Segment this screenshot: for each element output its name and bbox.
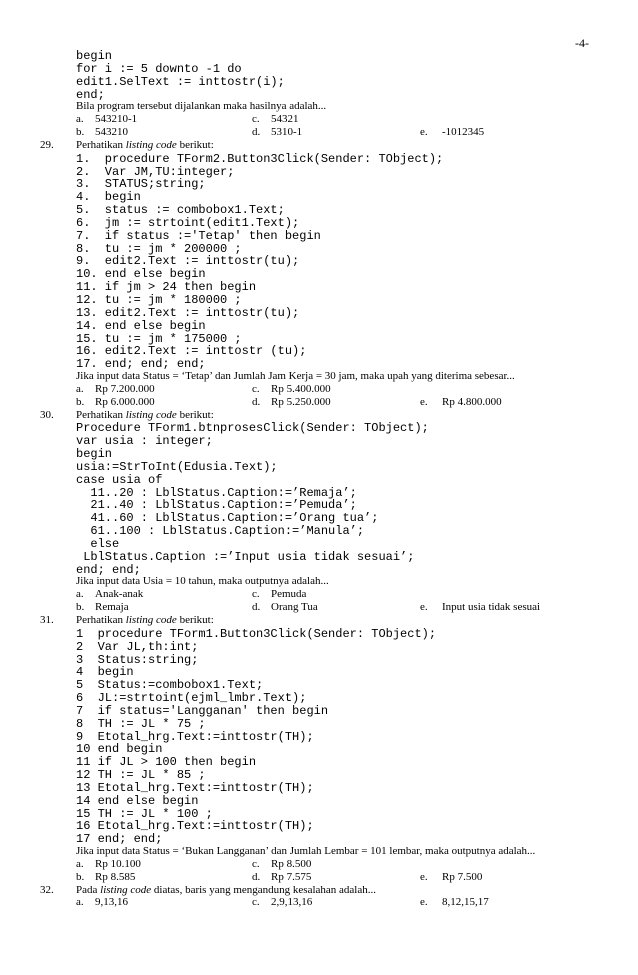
option-letter: c.	[252, 857, 260, 870]
question-header	[0, 884, 638, 897]
option-value: Rp 8.500	[271, 857, 312, 870]
code-line	[0, 678, 638, 691]
code-line	[0, 742, 638, 755]
option-letter: d.	[252, 126, 261, 138]
option-letter: a.	[76, 857, 84, 870]
code-text: end;	[76, 87, 105, 102]
code-line	[0, 280, 638, 293]
code-text: 16. edit2.Text := inttostr (tu);	[76, 344, 307, 359]
code-text: 11. if jm > 24 then begin	[76, 280, 257, 295]
code-line	[0, 62, 638, 75]
answer-options-row	[0, 113, 638, 126]
code-line	[0, 165, 638, 178]
code-line	[0, 357, 638, 370]
code-line	[0, 49, 638, 62]
option-value: 543210	[95, 126, 128, 138]
code-line	[0, 306, 638, 319]
option-value: Rp 4.800.000	[442, 395, 502, 408]
question-prompt	[0, 575, 638, 588]
option-value: Orang Tua	[271, 601, 318, 614]
option-value: Rp 5.250.000	[271, 395, 331, 408]
code-line	[0, 267, 638, 280]
option-value: Pemuda	[271, 588, 307, 601]
option-letter: b.	[76, 395, 85, 408]
option-letter: c.	[252, 113, 260, 126]
code-line	[0, 190, 638, 203]
code-line	[0, 447, 638, 460]
code-text: 2. Var JM,TU:integer;	[76, 164, 235, 179]
code-line	[0, 88, 638, 101]
code-text: 13 Etotal_hrg.Text:=inttostr(TH);	[76, 780, 314, 795]
code-text: begin	[76, 49, 113, 63]
question-intro: Pada listing code diatas, baris yang mengandung kesalahan adalah...	[76, 883, 376, 896]
code-text: 3 Status:string;	[76, 652, 199, 667]
code-text: else	[76, 536, 120, 551]
question-prompt	[0, 370, 638, 383]
code-line	[0, 781, 638, 794]
option-letter: d.	[252, 395, 261, 408]
prompt-text: Jika input data Usia = 10 tahun, maka outputnya adalah...	[76, 575, 329, 588]
answer-options-row	[0, 871, 638, 884]
option-value: 543210-1	[95, 113, 138, 126]
option-value: Rp 7.575	[271, 870, 312, 883]
code-text: 16 Etotal_hrg.Text:=inttostr(TH);	[76, 819, 314, 834]
code-line	[0, 344, 638, 357]
code-line	[0, 768, 638, 781]
code-text: var usia : integer;	[76, 434, 213, 449]
question-number: 31.	[40, 614, 54, 626]
option-letter: e.	[420, 601, 428, 614]
option-value: -1012345	[442, 126, 485, 138]
code-text: 4 begin	[76, 665, 134, 680]
code-line	[0, 730, 638, 743]
code-text: 14. end else begin	[76, 318, 206, 333]
code-text: 15. tu := jm * 175000 ;	[76, 331, 242, 346]
option-letter: e.	[420, 126, 428, 138]
code-text: 41..60 : LblStatus.Caption:=’Orang tua’;	[76, 511, 379, 526]
answer-options-row	[0, 601, 638, 614]
option-letter: b.	[76, 870, 85, 883]
code-text: 7. if status :='Tetap' then begin	[76, 228, 321, 243]
option-value: Rp 10.100	[95, 857, 141, 870]
answer-options-row	[0, 858, 638, 871]
option-letter: e.	[420, 870, 428, 883]
code-text: 61..100 : LblStatus.Caption:=’Manula’;	[76, 524, 365, 539]
question-header	[0, 614, 638, 627]
code-text: 7 if status='Langganan' then begin	[76, 703, 329, 718]
code-text: 1 procedure TForm1.Button3Click(Sender: TObject);	[76, 626, 437, 641]
page-number: -4-	[575, 36, 589, 50]
code-text: 10 end begin	[76, 742, 163, 757]
code-text: edit1.SelText := inttostr(i);	[76, 74, 285, 89]
code-text: LblStatus.Caption :=’Input usia tidak sesuai’;	[76, 549, 415, 564]
answer-options-row	[0, 126, 638, 139]
option-value: Rp 8.585	[95, 870, 136, 883]
code-line	[0, 550, 638, 563]
code-line	[0, 755, 638, 768]
code-line	[0, 242, 638, 255]
code-line	[0, 627, 638, 640]
option-value: 8,12,15,17	[442, 896, 489, 909]
code-text: 17 end; end;	[76, 832, 163, 847]
code-line	[0, 524, 638, 537]
code-line	[0, 807, 638, 820]
code-line	[0, 563, 638, 576]
option-letter: a.	[76, 588, 84, 601]
option-letter: c.	[252, 588, 260, 601]
code-text: 11 if JL > 100 then begin	[76, 755, 257, 770]
option-letter: d.	[252, 870, 261, 883]
code-text: Procedure TForm1.btnprosesClick(Sender: TObject);	[76, 421, 429, 436]
code-line	[0, 819, 638, 832]
question-prompt	[0, 100, 638, 113]
code-text: 6 JL:=strtoint(ejml_lmbr.Text);	[76, 691, 307, 705]
code-text: 8 TH := JL * 75 ;	[76, 716, 206, 731]
code-text: 13. edit2.Text := inttostr(tu);	[76, 305, 300, 320]
option-value: Remaja	[95, 601, 129, 614]
option-letter: d.	[252, 601, 261, 614]
option-letter: b.	[76, 126, 85, 138]
code-line	[0, 486, 638, 499]
option-letter: a.	[76, 113, 84, 126]
code-text: 6. jm := strtoint(edit1.Text);	[76, 215, 300, 230]
code-text: 14 end else begin	[76, 793, 199, 808]
code-text: usia:=StrToInt(Edusia.Text);	[76, 459, 278, 474]
code-text: 21..40 : LblStatus.Caption:=’Pemuda’;	[76, 498, 357, 513]
code-line	[0, 832, 638, 845]
code-line	[0, 177, 638, 190]
option-letter: a.	[76, 382, 84, 395]
code-line	[0, 216, 638, 229]
emphasis-text: listing code	[125, 408, 177, 421]
prompt-text: Jika input data Status = ‘Bukan Langganan’ dan Jumlah Lembar = 101 lembar, maka outputnya adalah...	[76, 845, 536, 858]
code-line	[0, 293, 638, 306]
code-text: 10. end else begin	[76, 267, 206, 282]
option-value: 2,9,13,16	[271, 896, 313, 909]
code-line	[0, 511, 638, 524]
option-value: Rp 7.500	[442, 870, 483, 883]
code-text: 17. end; end; end;	[76, 357, 206, 372]
code-text: begin	[76, 447, 113, 461]
emphasis-text: listing code	[125, 138, 177, 151]
code-line	[0, 460, 638, 473]
code-line	[0, 717, 638, 730]
option-letter: e.	[420, 896, 428, 909]
answer-options-row	[0, 396, 638, 409]
code-line	[0, 421, 638, 434]
code-text: 9 Etotal_hrg.Text:=inttostr(TH);	[76, 729, 314, 744]
code-line	[0, 203, 638, 216]
code-text: 8. tu := jm * 200000 ;	[76, 241, 242, 256]
question-number: 30.	[40, 408, 54, 421]
code-line	[0, 152, 638, 165]
option-value: Rp 5.400.000	[271, 382, 331, 395]
option-value: Rp 7.200.000	[95, 382, 155, 395]
code-text: 9. edit2.Text := inttostr(tu);	[76, 254, 300, 269]
answer-options-row	[0, 383, 638, 396]
code-line	[0, 319, 638, 332]
code-text: 2 Var JL,th:int;	[76, 639, 199, 654]
code-text: for i := 5 downto -1 do	[76, 61, 242, 76]
answer-options-row	[0, 588, 638, 601]
code-line	[0, 704, 638, 717]
option-letter: c.	[252, 896, 260, 909]
code-text: 5 Status:=combobox1.Text;	[76, 678, 264, 693]
code-text: 12. tu := jm * 180000 ;	[76, 293, 242, 307]
code-text: 12 TH := JL * 85 ;	[76, 768, 206, 782]
question-number: 29.	[40, 138, 54, 151]
option-letter: e.	[420, 395, 428, 408]
prompt-text: Bila program tersebut dijalankan maka hasilnya adalah...	[76, 100, 327, 113]
code-line	[0, 254, 638, 267]
option-value: 54321	[271, 113, 299, 126]
answer-options-row	[0, 896, 638, 909]
code-text: end; end;	[76, 562, 141, 577]
code-line	[0, 665, 638, 678]
question-intro: Perhatikan listing code berikut:	[76, 138, 214, 151]
code-line	[0, 75, 638, 88]
question-header	[0, 139, 638, 152]
code-text: 15 TH := JL * 100 ;	[76, 806, 213, 821]
option-value: 9,13,16	[95, 896, 128, 909]
emphasis-text: listing code	[100, 883, 152, 896]
code-text: 1. procedure TForm2.Button3Click(Sender: TObject);	[76, 151, 444, 166]
code-text: 11..20 : LblStatus.Caption:=’Remaja’;	[76, 485, 357, 500]
option-value: Rp 6.000.000	[95, 395, 155, 408]
option-value: 5310-1	[271, 126, 303, 138]
question-number: 32.	[40, 883, 54, 896]
question-prompt	[0, 845, 638, 858]
option-value: Anak-anak	[95, 588, 144, 601]
prompt-text: Jika input data Status = ‘Tetap’ dan Jumlah Jam Kerja = 30 jam, maka upah yang diterima sebesar...	[76, 370, 515, 382]
code-line	[0, 691, 638, 704]
code-line	[0, 794, 638, 807]
option-letter: c.	[252, 382, 260, 395]
code-text: 4. begin	[76, 190, 141, 205]
code-line	[0, 229, 638, 242]
emphasis-text: listing code	[125, 614, 177, 626]
question-header	[0, 409, 638, 422]
question-intro: Perhatikan listing code berikut:	[76, 614, 214, 626]
code-line	[0, 473, 638, 486]
code-line	[0, 653, 638, 666]
option-letter: b.	[76, 601, 85, 614]
code-line	[0, 332, 638, 345]
code-line	[0, 640, 638, 653]
code-text: case usia of	[76, 472, 163, 487]
code-line	[0, 498, 638, 511]
question-intro: Perhatikan listing code berikut:	[76, 408, 214, 421]
code-text: 3. STATUS;string;	[76, 177, 206, 192]
option-value: Input usia tidak sesuai	[442, 601, 541, 614]
code-line	[0, 537, 638, 550]
option-letter: a.	[76, 896, 84, 909]
code-text: 5. status := combobox1.Text;	[76, 203, 285, 218]
code-line	[0, 434, 638, 447]
